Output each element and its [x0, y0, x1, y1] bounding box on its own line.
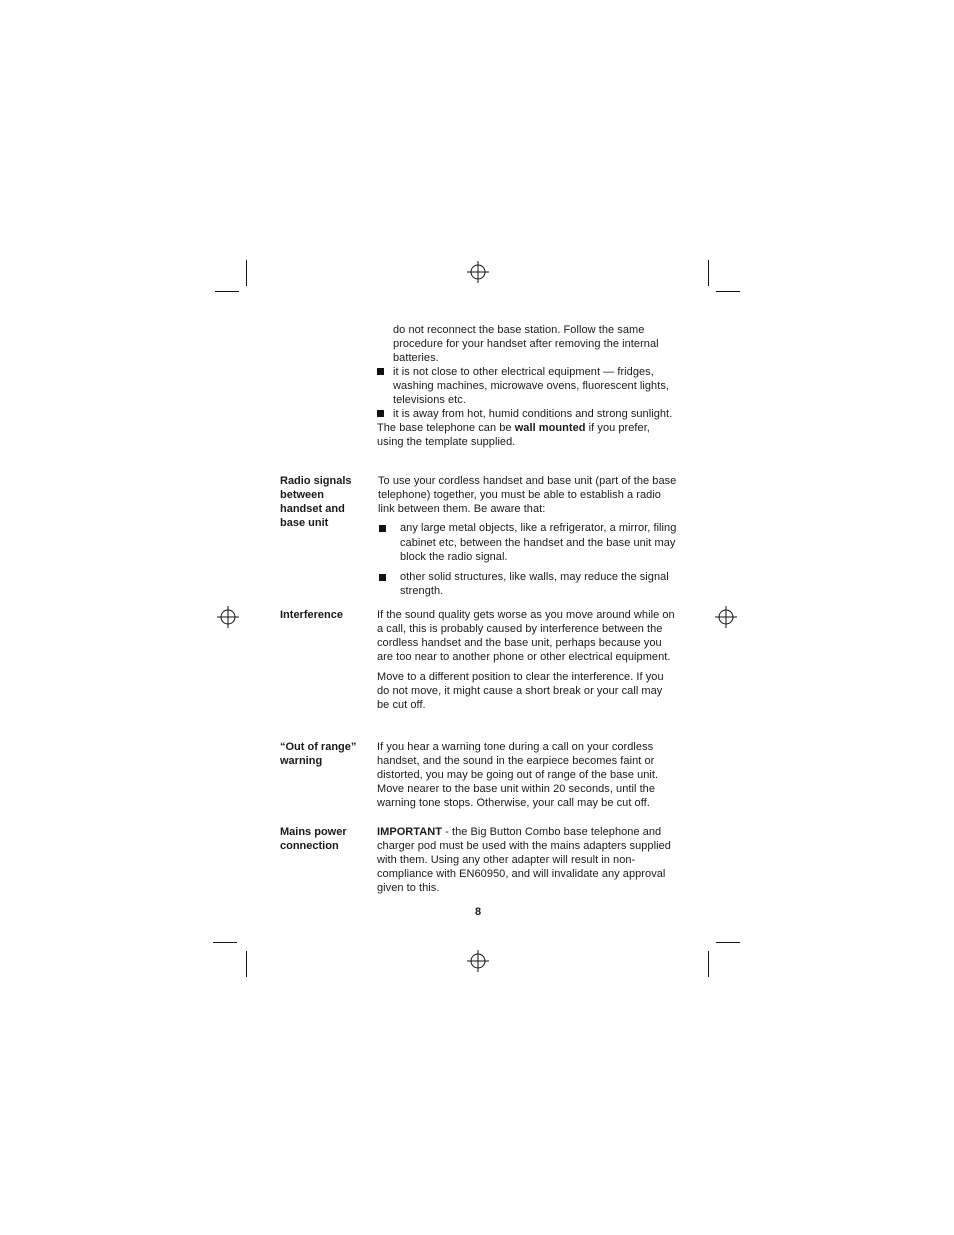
section-heading-range: “Out of range” warning	[280, 741, 357, 767]
crop-mark	[246, 260, 247, 286]
continuation-paragraph: do not reconnect the base station. Follow the same procedure for your handset after removing the internal batteries.	[393, 324, 659, 364]
interference-paragraph: Move to a different position to clear the interference. If you do not move, it might cause a short break or your call may be cut off.	[377, 671, 664, 711]
range-section-body: If you hear a warning tone during a call on your cordless handset, and the sound in the earpiece becomes faint or distorted, you may be going out of range of the base unit. Move nearer to the base unit within 20 seconds, until the warning tone stops. Otherwise, your call may be cut off.	[377, 741, 659, 809]
crop-mark	[708, 260, 709, 286]
section-heading-mains: Mains power connection	[280, 826, 347, 852]
crop-mark	[716, 291, 740, 292]
interference-section-body	[377, 608, 677, 712]
page-number: 8	[474, 906, 482, 918]
crop-mark	[213, 942, 237, 943]
list-item: it is not close to other electrical equipment — fridges, washing machines, microwave ovens, fluorescent lights, televisions etc.	[377, 365, 677, 407]
interference-paragraph: If the sound quality gets worse as you move around while on a call, this is probably caused by interference between the cordless handset and the base unit, perhaps because you are too near to another phone or other electrical equipment.	[377, 609, 675, 663]
registration-mark-icon	[467, 261, 489, 283]
registration-mark-icon	[467, 950, 489, 972]
radio-intro: To use your cordless handset and base unit (part of the base telephone) together, you must be able to establish a radio link between them. Be aware that:	[378, 475, 677, 515]
crop-mark	[246, 951, 247, 977]
mains-section-body: IMPORTANT - the Big Button Combo base telephone and charger pod must be used with the mains adapters supplied with them. Using any other adapter will result in non-compliance with EN60950, and will invalidate any approval given to this.	[377, 826, 671, 894]
square-bullet-icon	[377, 368, 384, 375]
crop-mark	[215, 291, 239, 292]
radio-section-body	[378, 474, 678, 598]
section-heading-radio: Radio signals between handset and base unit	[280, 475, 352, 529]
important-label: IMPORTANT	[377, 826, 443, 838]
square-bullet-icon	[379, 525, 386, 532]
registration-mark-icon	[715, 606, 737, 628]
continuation-section	[377, 323, 677, 449]
list-item: other solid structures, like walls, may reduce the signal strength.	[378, 570, 678, 598]
square-bullet-icon	[377, 410, 384, 417]
wall-mount-note: The base telephone can be wall mounted if you prefer, using the template supplied.	[377, 422, 650, 448]
square-bullet-icon	[379, 574, 386, 581]
list-item: it is away from hot, humid conditions and strong sunlight.	[377, 407, 677, 421]
section-heading-interference: Interference	[280, 609, 343, 621]
registration-mark-icon	[217, 606, 239, 628]
list-item: any large metal objects, like a refrigerator, a mirror, filing cabinet etc, between the handset and the base unit may block the radio signal.	[378, 521, 678, 565]
crop-mark	[708, 951, 709, 977]
crop-mark	[716, 942, 740, 943]
